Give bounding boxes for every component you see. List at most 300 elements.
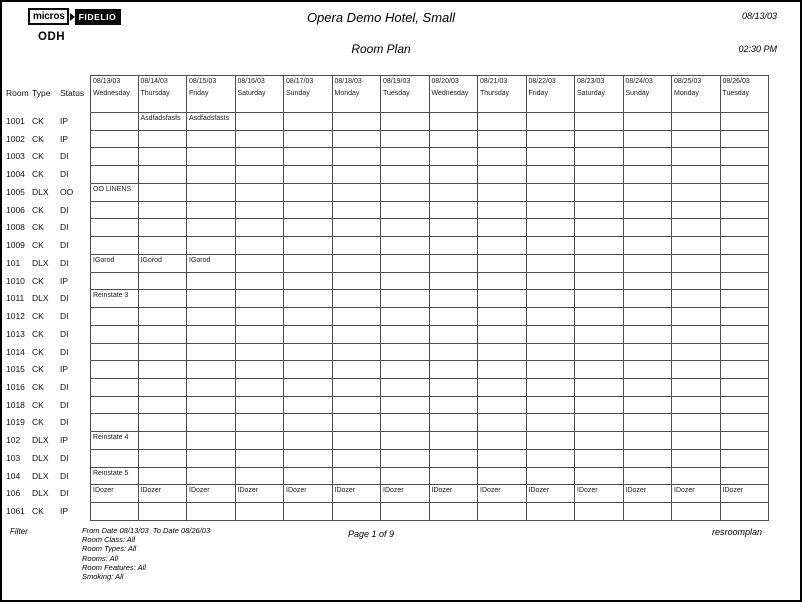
room-type: DLX <box>32 488 49 499</box>
grid-cell <box>90 326 139 344</box>
grid-cell <box>721 361 770 379</box>
grid-cell <box>721 397 770 415</box>
room-type: DLX <box>32 257 49 268</box>
grid-cell <box>333 503 382 521</box>
grid-cell <box>721 344 770 362</box>
grid-cell <box>139 131 188 149</box>
grid-cell <box>90 166 139 184</box>
room-status: DI <box>60 204 69 215</box>
grid-cell <box>672 166 721 184</box>
room-number: 1005 <box>6 186 25 197</box>
grid-cell <box>478 166 527 184</box>
grid-cell <box>236 290 285 308</box>
date-label: 08/21/03 <box>480 78 508 85</box>
grid-cell <box>430 237 479 255</box>
grid-cell <box>90 450 139 468</box>
grid-cell <box>284 450 333 468</box>
grid-cell <box>721 290 770 308</box>
room-number: 1012 <box>6 311 25 322</box>
date-column-header <box>333 75 382 113</box>
grid-cell <box>624 450 673 468</box>
grid-cell <box>672 290 721 308</box>
grid-cell <box>236 432 285 450</box>
grid-cell <box>430 468 479 486</box>
day-label: Wednesday <box>93 90 130 97</box>
grid-cell <box>478 468 527 486</box>
grid-cell <box>624 414 673 432</box>
grid-cell <box>478 379 527 397</box>
grid-cell <box>430 113 479 131</box>
grid-cell <box>430 432 479 450</box>
grid-cell <box>90 113 139 131</box>
grid-cell <box>430 148 479 166</box>
grid-cell <box>381 148 430 166</box>
day-label: Saturday <box>237 90 266 97</box>
grid-cell <box>284 414 333 432</box>
grid-cell <box>333 468 382 486</box>
grid-cell <box>139 184 188 202</box>
grid-cell <box>430 184 479 202</box>
room-number: 102 <box>6 435 21 446</box>
grid-cell: IDozer <box>333 485 382 503</box>
grid-cell <box>575 113 624 131</box>
column-header-type: Type <box>32 88 51 98</box>
room-number: 1016 <box>6 382 25 393</box>
grid-cell <box>333 184 382 202</box>
grid-cell <box>672 450 721 468</box>
grid-cell <box>187 361 236 379</box>
grid-cell <box>90 273 139 291</box>
grid-cell <box>333 273 382 291</box>
grid-cell: IGorod <box>187 255 236 273</box>
grid-cell <box>333 202 382 220</box>
grid-cell <box>381 237 430 255</box>
grid-cell <box>90 503 139 521</box>
grid-cell <box>575 503 624 521</box>
grid-cell <box>624 219 673 237</box>
grid-cell <box>721 202 770 220</box>
grid-cell: IDozer <box>527 485 576 503</box>
grid-cell: IDozer <box>187 485 236 503</box>
grid-cell <box>478 273 527 291</box>
grid-cell <box>672 308 721 326</box>
grid-cell <box>624 148 673 166</box>
date-label: 08/16/03 <box>237 78 265 85</box>
date-column-header <box>624 75 673 113</box>
room-plan-grid <box>6 75 769 521</box>
column-header-status: Status <box>60 88 85 98</box>
grid-cell <box>575 202 624 220</box>
grid-cell <box>721 166 770 184</box>
grid-cell <box>624 468 673 486</box>
hotel-code: ODH <box>38 31 66 43</box>
grid-cell <box>139 202 188 220</box>
date-label: 08/23/03 <box>577 78 605 85</box>
room-type: CK <box>32 204 44 215</box>
filter-line: Rooms: All <box>82 553 118 563</box>
grid-cell <box>527 308 576 326</box>
grid-cell <box>139 432 188 450</box>
grid-cell <box>527 468 576 486</box>
grid-cell <box>478 432 527 450</box>
room-status: DI <box>60 399 69 410</box>
grid-cell <box>672 344 721 362</box>
room-number: 1018 <box>6 399 25 410</box>
grid-cell <box>721 184 770 202</box>
room-type: DLX <box>32 293 49 304</box>
report-subtitle: Room Plan <box>351 42 411 56</box>
grid-cell <box>187 414 236 432</box>
grid-cell <box>284 503 333 521</box>
grid-cell <box>527 432 576 450</box>
grid-cell <box>139 308 188 326</box>
grid-cell: IDozer <box>624 485 673 503</box>
date-label: 08/25/03 <box>674 78 702 85</box>
date-label: 08/22/03 <box>528 78 556 85</box>
grid-cell <box>381 131 430 149</box>
grid-cell <box>381 202 430 220</box>
grid-cell <box>381 361 430 379</box>
grid-cell <box>236 131 285 149</box>
grid-cell <box>430 273 479 291</box>
grid-cell <box>721 273 770 291</box>
room-number: 1001 <box>6 116 25 126</box>
day-label: Monday <box>674 90 699 97</box>
grid-cell <box>381 184 430 202</box>
grid-cell <box>527 379 576 397</box>
fidelio-logo-text: FIDELIO <box>75 9 122 25</box>
filter-summary <box>82 526 210 581</box>
grid-cell <box>139 148 188 166</box>
grid-cell <box>139 379 188 397</box>
grid-cell <box>478 237 527 255</box>
grid-cell <box>333 166 382 184</box>
date-column-header <box>90 75 139 113</box>
grid-cell <box>381 219 430 237</box>
grid-cell <box>284 379 333 397</box>
room-number: 1004 <box>6 169 25 180</box>
grid-cell <box>430 450 479 468</box>
grid-cell <box>381 397 430 415</box>
date-label: 08/20/03 <box>431 78 459 85</box>
grid-cell <box>575 361 624 379</box>
grid-cell <box>187 432 236 450</box>
grid-cell <box>139 397 188 415</box>
grid-cell <box>672 468 721 486</box>
date-column-header <box>284 75 333 113</box>
room-number: 1006 <box>6 204 25 215</box>
grid-cell <box>575 468 624 486</box>
date-column-header <box>187 75 236 113</box>
grid-cell <box>575 432 624 450</box>
grid-cell <box>672 237 721 255</box>
report-name: resroomplan <box>711 527 762 537</box>
grid-cell <box>575 290 624 308</box>
grid-cell <box>478 113 527 131</box>
grid-cell: Asdfadsfasfs <box>139 113 188 131</box>
room-number: 1002 <box>6 133 25 144</box>
grid-cell <box>478 219 527 237</box>
room-type: CK <box>32 116 44 126</box>
room-status: DI <box>60 382 69 393</box>
grid-cell <box>478 290 527 308</box>
grid-cell <box>624 166 673 184</box>
grid-cell <box>575 450 624 468</box>
filter-line: Room Features: All <box>82 562 146 572</box>
grid-cell <box>381 166 430 184</box>
grid-cell <box>139 326 188 344</box>
grid-cell <box>478 148 527 166</box>
date-column-header <box>236 75 285 113</box>
room-type: CK <box>32 169 44 180</box>
grid-cell <box>333 432 382 450</box>
room-number: 1003 <box>6 151 25 162</box>
grid-cell <box>527 148 576 166</box>
grid-cell <box>284 273 333 291</box>
grid-cell <box>430 344 479 362</box>
grid-cell <box>575 166 624 184</box>
room-status: DI <box>60 257 69 268</box>
room-type: CK <box>32 328 44 339</box>
grid-cell <box>333 450 382 468</box>
grid-cell <box>430 202 479 220</box>
room-status: DI <box>60 346 69 357</box>
filter-line: Smoking: All <box>82 572 124 582</box>
grid-cell <box>672 326 721 344</box>
room-type: DLX <box>32 186 49 197</box>
grid-cell <box>624 503 673 521</box>
grid-cell <box>236 273 285 291</box>
grid-cell <box>478 361 527 379</box>
grid-cell <box>236 414 285 432</box>
room-status: IP <box>60 364 69 375</box>
room-type: CK <box>32 346 44 357</box>
grid-cell <box>381 450 430 468</box>
date-column-header <box>721 75 770 113</box>
filter-line: From Date 08/13/03 To Date 08/26/03 <box>82 526 211 535</box>
grid-cell <box>624 326 673 344</box>
grid-cell <box>381 113 430 131</box>
date-column-header <box>478 75 527 113</box>
grid-cell <box>527 503 576 521</box>
grid-cell <box>284 184 333 202</box>
filter-label: Filter <box>10 527 28 536</box>
grid-cell <box>236 148 285 166</box>
grid-cell <box>624 344 673 362</box>
grid-cell <box>527 397 576 415</box>
room-status: IP <box>60 275 69 286</box>
grid-cell <box>90 379 139 397</box>
grid-cell <box>187 450 236 468</box>
date-column-header <box>672 75 721 113</box>
room-type: DLX <box>32 435 49 446</box>
grid-cell <box>430 397 479 415</box>
room-number: 101 <box>6 257 21 268</box>
grid-cell <box>527 184 576 202</box>
room-type: CK <box>32 417 44 428</box>
day-label: Thursday <box>140 90 170 97</box>
day-label: Tuesday <box>722 90 750 97</box>
day-label: Wednesday <box>431 90 469 97</box>
grid-cell <box>430 308 479 326</box>
grid-cell <box>139 344 188 362</box>
room-number: 1061 <box>6 506 25 517</box>
grid-cell: IGorod <box>90 255 139 273</box>
date-column-header <box>430 75 479 113</box>
grid-cell <box>90 308 139 326</box>
grid-cell <box>721 450 770 468</box>
grid-cell <box>236 219 285 237</box>
grid-cell <box>187 397 236 415</box>
grid-cell <box>90 219 139 237</box>
grid-cell <box>187 219 236 237</box>
grid-cell: IDozer <box>721 485 770 503</box>
day-label: Thursday <box>480 90 510 97</box>
grid-cell <box>187 344 236 362</box>
grid-cell <box>478 450 527 468</box>
room-type: CK <box>32 382 44 393</box>
grid-cell <box>236 202 285 220</box>
grid-cell <box>139 468 188 486</box>
grid-cell: IDozer <box>284 485 333 503</box>
print-date: 08/13/03 <box>741 11 777 21</box>
grid-cell <box>478 202 527 220</box>
grid-cell <box>139 273 188 291</box>
grid-cell <box>236 326 285 344</box>
room-type: CK <box>32 311 44 322</box>
grid-cell <box>139 237 188 255</box>
grid-cell <box>284 326 333 344</box>
room-number: 1011 <box>6 293 25 304</box>
grid-cell <box>575 255 624 273</box>
grid-cell <box>381 432 430 450</box>
grid-cell <box>527 202 576 220</box>
grid-cell <box>187 503 236 521</box>
date-label: 08/13/03 <box>93 78 121 85</box>
grid-cell <box>284 361 333 379</box>
room-number: 106 <box>6 488 21 499</box>
grid-cell <box>284 148 333 166</box>
grid-cell <box>672 202 721 220</box>
filter-line: Room Class: All <box>82 535 136 545</box>
grid-cell <box>672 255 721 273</box>
grid-cell <box>478 503 527 521</box>
grid-cell <box>575 379 624 397</box>
grid-cell <box>381 255 430 273</box>
grid-cell <box>90 344 139 362</box>
grid-cell <box>478 131 527 149</box>
grid-cell <box>624 202 673 220</box>
room-number: 1013 <box>6 328 25 339</box>
grid-cell <box>527 166 576 184</box>
grid-cell <box>672 148 721 166</box>
room-type: CK <box>32 222 44 233</box>
grid-cell <box>284 255 333 273</box>
grid-cell <box>381 503 430 521</box>
grid-cell <box>672 273 721 291</box>
room-number: 1015 <box>6 364 25 375</box>
grid-cell <box>187 166 236 184</box>
grid-cell <box>721 113 770 131</box>
grid-cell <box>624 184 673 202</box>
grid-cell <box>381 414 430 432</box>
grid-cell <box>430 326 479 344</box>
grid-cell <box>721 255 770 273</box>
grid-cell: IGorod <box>139 255 188 273</box>
room-type: DLX <box>32 452 49 463</box>
grid-cell <box>575 237 624 255</box>
grid-cell <box>333 219 382 237</box>
grid-cell <box>187 131 236 149</box>
room-status: IP <box>60 435 69 446</box>
grid-cell: Reinstate 3 <box>90 290 139 308</box>
grid-cell <box>284 131 333 149</box>
grid-cell <box>721 432 770 450</box>
grid-cell <box>624 273 673 291</box>
grid-cell <box>672 131 721 149</box>
grid-cell <box>333 255 382 273</box>
grid-cell <box>721 503 770 521</box>
grid-cell <box>284 308 333 326</box>
room-number: 103 <box>6 452 21 463</box>
grid-cell <box>90 202 139 220</box>
grid-cell <box>236 113 285 131</box>
grid-cell: Reinstate 5 <box>90 468 139 486</box>
grid-cell <box>527 290 576 308</box>
grid-cell <box>575 414 624 432</box>
grid-cell <box>575 219 624 237</box>
date-column-header <box>575 75 624 113</box>
grid-cell <box>478 397 527 415</box>
grid-cell <box>430 503 479 521</box>
grid-cell <box>236 361 285 379</box>
grid-cell <box>672 432 721 450</box>
grid-cell <box>284 468 333 486</box>
grid-cell <box>721 468 770 486</box>
room-status: DI <box>60 240 69 251</box>
grid-cell <box>672 361 721 379</box>
grid-cell <box>236 468 285 486</box>
grid-cell <box>575 326 624 344</box>
grid-cell <box>430 379 479 397</box>
grid-cell <box>430 361 479 379</box>
grid-cell <box>236 184 285 202</box>
grid-cell <box>478 414 527 432</box>
room-number: 104 <box>6 470 21 481</box>
column-header-room: Room <box>6 88 29 98</box>
grid-cell <box>284 344 333 362</box>
room-status: DI <box>60 151 69 162</box>
room-status: IP <box>60 116 69 126</box>
grid-cell <box>381 379 430 397</box>
room-type: CK <box>32 364 44 375</box>
grid-cell <box>527 219 576 237</box>
room-status: DI <box>60 293 69 304</box>
grid-cell <box>236 344 285 362</box>
date-label: 08/15/03 <box>189 78 217 85</box>
room-type: CK <box>32 133 44 144</box>
date-label: 08/14/03 <box>140 78 168 85</box>
grid-cell <box>478 344 527 362</box>
grid-cell <box>333 290 382 308</box>
grid-cell <box>575 184 624 202</box>
grid-cell <box>139 361 188 379</box>
date-label: 08/26/03 <box>722 78 750 85</box>
grid-cell <box>333 308 382 326</box>
grid-cell <box>333 131 382 149</box>
grid-cell <box>575 308 624 326</box>
grid-cell <box>624 290 673 308</box>
